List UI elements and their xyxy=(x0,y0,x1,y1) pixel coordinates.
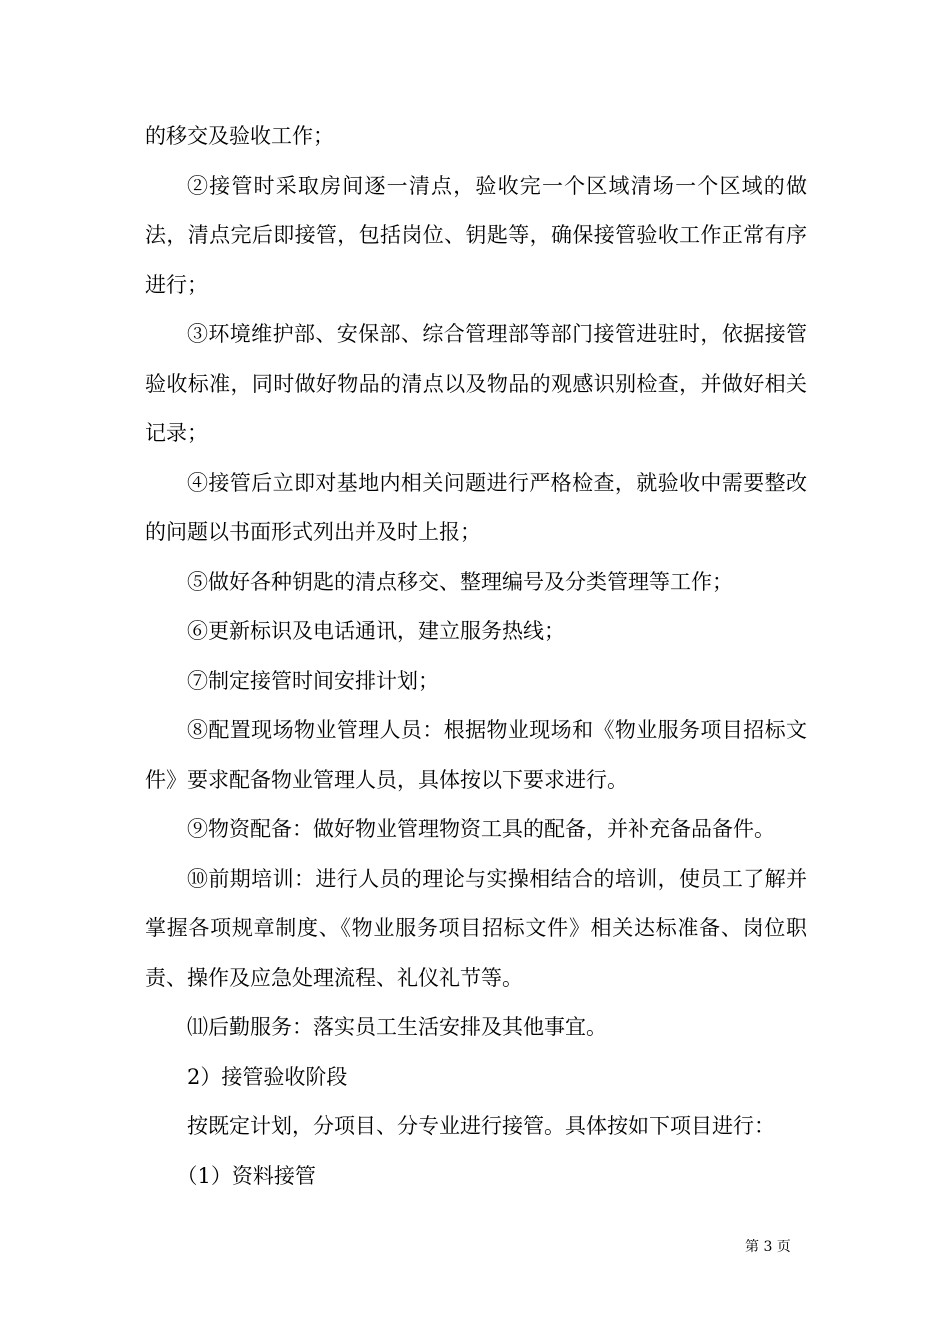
body-text xyxy=(145,112,807,1201)
section-heading-acceptance-stage: 2）接管验收阶段 xyxy=(187,1064,348,1089)
paragraph-item-10: ⑩前期培训：进行人员的理论与实操相结合的培训，使员工了解并掌握各项规章制度、《物业服务项目招标文件》相关达标准备、岗位职责、操作及应急处理流程、礼仪礼节等。 xyxy=(145,866,807,990)
paragraph-item-2: ②接管时采取房间逐一清点，验收完一个区域清场一个区域的做法，清点完后即接管，包括岗位、钥匙等，确保接管验收工作正常有序进行； xyxy=(145,173,807,297)
paragraph-item-9: ⑨物资配备：做好物业管理物资工具的配备，并补充备品备件。 xyxy=(187,817,775,841)
paragraph-continuation: 的移交及验收工作； xyxy=(145,124,334,148)
paragraph-item-3: ③环境维护部、安保部、综合管理部等部门接管进驻时，依据接管验收标准，同时做好物品的清点以及物品的观感识别检查，并做好相关记录； xyxy=(145,322,807,445)
paragraph-item-4: ④接管后立即对基地内相关问题进行严格检查，就验收中需要整改的问题以书面形式列出并及时上报； xyxy=(145,470,807,544)
subsection-heading-data-handover: （1）资料接管 xyxy=(176,1163,316,1188)
page-number: 第 3 页 xyxy=(745,1239,791,1255)
paragraph-plan: 按既定计划，分项目、分专业进行接管。具体按如下项目进行： xyxy=(187,1114,775,1138)
paragraph-item-7: ⑦制定接管时间安排计划； xyxy=(187,668,439,693)
paragraph-item-6: ⑥更新标识及电话通讯，建立服务热线； xyxy=(187,619,565,643)
paragraph-item-11: ⑾后勤服务：落实员工生活安排及其他事宜。 xyxy=(187,1015,607,1039)
paragraph-item-8: ⑧配置现场物业管理人员：根据物业现场和《物业服务项目招标文件》要求配备物业管理人员，具体按以下要求进行。 xyxy=(145,718,807,792)
paragraph-item-5: ⑤做好各种钥匙的清点移交、整理编号及分类管理等工作； xyxy=(187,569,733,594)
